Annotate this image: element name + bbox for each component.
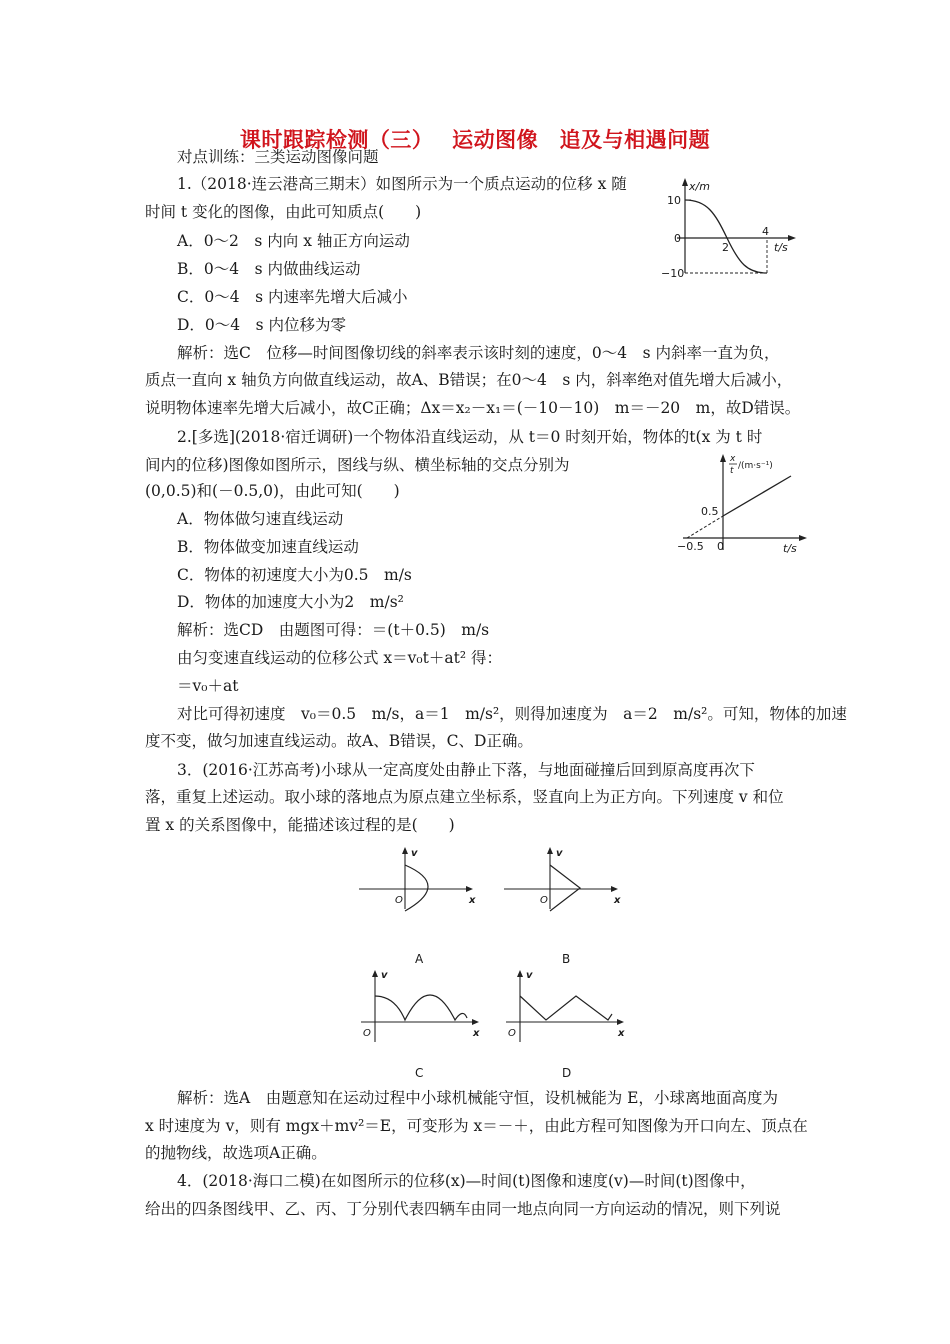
q1-tick-0: 0 [674,232,681,245]
q3-graph-d [500,964,630,1044]
q3c-origin: O [363,1028,371,1039]
q2-solution-4: 对比可得初速度 v₀＝0.5 m/s，a＝1 m/s²，则得加速度为 a＝2 m/s²。可知，物体的加速 [177,705,847,723]
q3-graph-a [355,843,480,911]
q3-caption-d: D [562,1066,572,1080]
q3d-v-label: v [526,970,533,981]
q3-caption-b: B [562,952,571,966]
q1-option-c: C．0～4 s 内速率先增大后减小 [177,288,408,306]
q2-solution-3: ＝v₀＋at [177,677,239,695]
q3-solution-2: x 时速度为 v，则有 mgx＋mv²＝E，可变形为 x＝－＋，由此方程可知图像为开口向左、顶点在 [145,1117,808,1135]
q2-y-label-bottom: t [730,466,734,476]
q1-solution-3: 说明物体速率先增大后减小，故C正确；Δx＝x₂－x₁＝(－10－10) m＝－20 m，故D错误。 [145,399,801,417]
q1-xt-graph [655,175,805,285]
q3-graph-c [355,964,485,1044]
q3-solution-1: 解析：选A 由题意知在运动过程中小球机械能守恒，设机械能为 E，小球离地面高度为 [177,1089,778,1107]
q3-caption-c: C [415,1066,424,1080]
q1-x-axis-label: t/s [774,241,788,254]
q2-graph [675,448,815,560]
q2-solution-1: 解析：选CD 由题图可得：＝(t＋0.5) m/s [177,621,490,639]
q1-tick-minus-10: −10 [661,267,685,280]
q3-graph-b [500,843,625,911]
q3a-origin: O [395,895,403,906]
q3a-x-label: x [469,895,476,906]
q3c-x-label: x [473,1028,480,1039]
q2-line-2: 间内的位移)图像如图所示，图线与纵、横坐标轴的交点分别为 [145,456,570,474]
q1-tick-4: 4 [762,225,769,238]
section-heading: 对点训练：三类运动图像问题 [177,148,379,166]
q3-line-2: 落，重复上述运动。取小球的落地点为原点建立坐标系，竖直向上为正方向。下列速度 v 和位 [145,788,784,806]
q2-y-label-unit: /(m·s⁻¹) [738,461,773,471]
q3-line-1: 3．(2016·江苏高考)小球从一定高度处由静止下落，与地面碰撞后回到原高度再次下 [177,761,755,779]
q2-x-axis-label: t/s [783,542,797,555]
q4-line-2: 给出的四条图线甲、乙、丙、丁分别代表四辆车由同一地点向同一方向运动的情况，则下列说 [145,1200,781,1218]
q1-line-1: 1.（2018·连云港高三期末）如图所示为一个质点运动的位移 x 随 [177,175,627,193]
q2-origin: 0 [717,540,724,553]
q2-option-b: B．物体做变加速直线运动 [177,538,359,556]
q1-tick-10: 10 [667,194,681,207]
q2-line-1: 2.[多选](2018·宿迁调研)一个物体沿直线运动，从 t＝0 时刻开始，物体的t(x 为 t 时 [177,428,763,446]
q3-line-3: 置 x 的关系图像中，能描述该过程的是( ) [145,816,455,834]
q3b-x-label: x [614,895,621,906]
q2-line-3: (0,0.5)和(－0.5,0)，由此可知( ) [145,482,400,500]
q2-y-label-top: x [730,454,736,464]
page-title: 课时跟踪检测（三） 运动图像 追及与相遇问题 [239,128,711,152]
q1-option-d: D．0～4 s 内位移为零 [177,316,347,334]
q1-tick-2: 2 [722,241,729,254]
q2-solution-5: 度不变，做匀加速直线运动。故A、B错误，C、D正确。 [145,732,533,750]
q2-option-c: C．物体的初速度大小为0.5 m/s [177,566,412,584]
q4-line-1: 4．(2018·海口二模)在如图所示的位移(x)—时间(t)图像和速度(v)—时间(t)图像中， [177,1172,756,1190]
q3c-v-label: v [381,970,388,981]
q3a-v-label: v [411,848,418,859]
q3d-x-label: x [618,1028,625,1039]
q1-solution-1: 解析：选C 位移—时间图像切线的斜率表示该时刻的速度，0～4 s 内斜率一直为负， [177,344,780,362]
q2-solution-2: 由匀变速直线运动的位移公式 x＝v₀t＋at² 得： [177,649,502,667]
q1-solution-2: 质点一直向 x 轴负方向做直线运动，故A、B错误；在0～4 s 内，斜率绝对值先增大后减小， [145,371,793,389]
q2-option-d: D．物体的加速度大小为2 m/s² [177,593,404,611]
q1-option-b: B．0～4 s 内做曲线运动 [177,260,361,278]
q2-option-a: A．物体做匀速直线运动 [177,510,344,528]
q2-intercept-y: 0.5 [701,505,719,518]
q1-option-a: A．0～2 s 内向 x 轴正方向运动 [177,232,410,250]
q3-caption-a: A [415,952,424,966]
q3b-origin: O [540,895,548,906]
q3b-v-label: v [556,848,563,859]
q2-intercept-x: −0.5 [677,540,704,553]
q3d-origin: O [508,1028,516,1039]
q1-line-2: 时间 t 变化的图像，由此可知质点( ) [145,203,422,221]
q1-y-axis-label: x/m [689,180,710,193]
q3-solution-3: 的抛物线，故选项A正确。 [145,1144,327,1162]
